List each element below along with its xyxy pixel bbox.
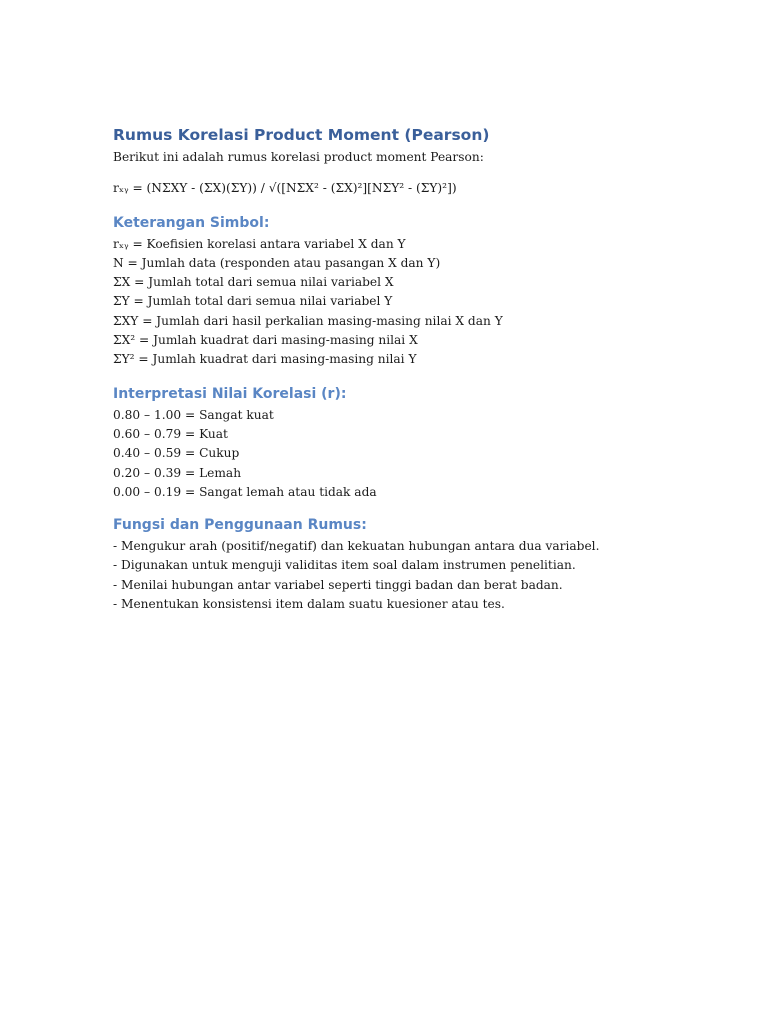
usage-heading: Fungsi dan Penggunaan Rumus: (113, 517, 367, 534)
usage-list (113, 537, 713, 614)
symbol-item: rₓᵧ = Koefisien korelasi antara variabel X dan Y (113, 236, 406, 251)
symbol-item: N = Jumlah data (responden atau pasangan X dan Y) (113, 255, 441, 270)
symbols-list (113, 235, 713, 370)
usage-item: - Digunakan untuk menguji validitas item soal dalam instrumen penelitian. (113, 558, 576, 573)
usage-item: - Mengukur arah (positif/negatif) dan kekuatan hubungan antara dua variabel. (113, 539, 600, 554)
usage-item: - Menentukan konsistensi item dalam suatu kuesioner atau tes. (113, 597, 505, 612)
interpretation-item: 0.60 – 0.79 = Kuat (113, 426, 228, 441)
interpretation-item: 0.00 – 0.19 = Sangat lemah atau tidak ada (113, 484, 377, 499)
usage-item: - Menilai hubungan antar variabel seperti tinggi badan dan berat badan. (113, 577, 563, 592)
interpretation-list (113, 406, 713, 502)
document-title: Rumus Korelasi Product Moment (Pearson) (113, 126, 490, 144)
interpretation-item: 0.40 – 0.59 = Cukup (113, 446, 240, 461)
symbol-item: ΣX = Jumlah total dari semua nilai variabel X (113, 275, 394, 290)
document-page (113, 124, 713, 614)
interpretation-item: 0.20 – 0.39 = Lemah (113, 465, 242, 480)
interpretation-heading: Interpretasi Nilai Korelasi (r): (113, 385, 347, 402)
symbol-item: ΣY = Jumlah total dari semua nilai variabel Y (113, 294, 393, 309)
symbol-item: ΣY² = Jumlah kuadrat dari masing-masing nilai Y (113, 352, 417, 367)
pearson-formula: rₓᵧ = (NΣXY - (ΣX)(ΣY)) / √([NΣX² - (ΣX)²][NΣY² - (ΣY)²]) (113, 181, 457, 196)
interpretation-item: 0.80 – 1.00 = Sangat kuat (113, 407, 274, 422)
symbols-heading: Keterangan Simbol: (113, 214, 270, 231)
symbol-item: ΣXY = Jumlah dari hasil perkalian masing-masing nilai X dan Y (113, 313, 503, 328)
intro-text: Berikut ini adalah rumus korelasi product moment Pearson: (113, 150, 484, 164)
symbol-item: ΣX² = Jumlah kuadrat dari masing-masing nilai X (113, 333, 418, 348)
